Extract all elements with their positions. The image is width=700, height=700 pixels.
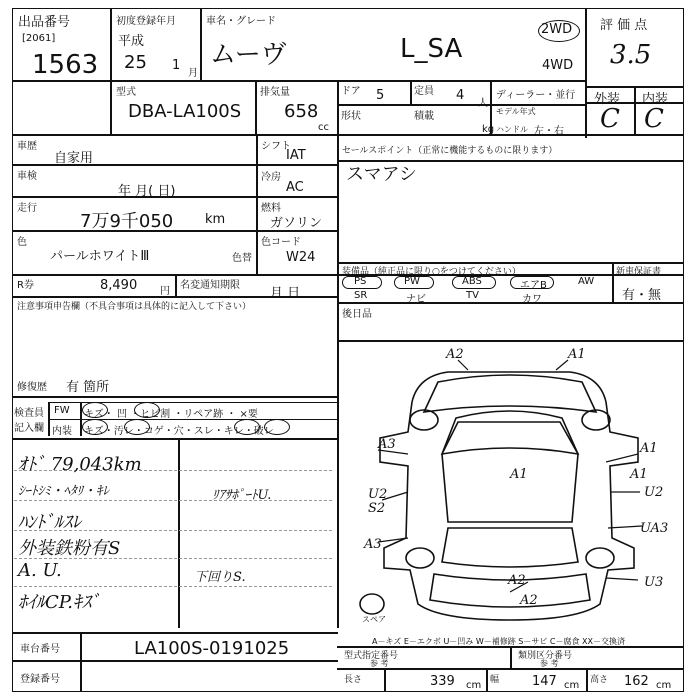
handle-label: ハンドル bbox=[496, 125, 528, 134]
equip-navi: ナビ bbox=[406, 294, 426, 305]
equipment-grid bbox=[342, 276, 610, 305]
reg-year: 25 bbox=[124, 52, 147, 73]
ac: AC bbox=[286, 180, 304, 195]
doors: 5 bbox=[376, 88, 385, 103]
wheel-rear-right bbox=[586, 548, 614, 568]
type-designation-ref: 参 考 bbox=[370, 659, 389, 668]
lot-label: 出品番号 bbox=[18, 15, 71, 30]
car-diagram bbox=[338, 342, 684, 628]
repair-label: 修復歴 bbox=[17, 382, 47, 393]
class-ref: 参 考 bbox=[540, 659, 559, 668]
dmg-mark: UA3 bbox=[640, 521, 669, 536]
inspector-label: 検査員記入欄 bbox=[14, 408, 44, 434]
reg-label: 登録番号 bbox=[20, 674, 60, 685]
color-code-label: 色コード bbox=[261, 237, 301, 248]
dmg-mark: U3 bbox=[644, 575, 664, 590]
fw-items: キズ・ 凹 ・ヒビ割 ・リペア跡 ・ ×要 bbox=[84, 409, 258, 420]
int-circle-wear bbox=[234, 419, 260, 435]
wheel-front-right bbox=[582, 410, 610, 430]
length-unit: cm bbox=[466, 680, 482, 691]
dmg-mark: A1 bbox=[630, 467, 648, 482]
km-unit: km bbox=[205, 212, 226, 227]
equip-airbag: エアB bbox=[520, 280, 547, 291]
dmg-mark: A1 bbox=[568, 347, 586, 362]
doors-label: ドア bbox=[341, 86, 361, 97]
model-year-label: モデル年式 bbox=[496, 107, 536, 116]
handle: 左・右 bbox=[534, 126, 564, 137]
equip-sr: SR bbox=[354, 290, 368, 301]
fw-circle-dent bbox=[134, 402, 160, 418]
recycle-label: R券 bbox=[17, 280, 34, 291]
color-change-label: 色替 bbox=[232, 253, 252, 264]
car-name: ムーヴ bbox=[210, 40, 287, 70]
vin-label: 車台番号 bbox=[20, 644, 60, 655]
mileage: 7万9千050 bbox=[80, 211, 174, 232]
dmg-mark: A1 bbox=[510, 467, 528, 482]
exterior-grade: C bbox=[600, 104, 620, 134]
score: 3.5 bbox=[610, 40, 652, 70]
car-name-label: 車名・グレード bbox=[206, 16, 276, 27]
remark-wheel: ﾎｲﾙCP.ｷｽﾞ bbox=[18, 592, 100, 613]
kg-unit: kg bbox=[482, 124, 495, 135]
history-label: 車歴 bbox=[17, 141, 37, 152]
ac-label: 冷房 bbox=[261, 172, 281, 183]
height: 162 bbox=[624, 674, 649, 689]
dmg-mark: A2 bbox=[520, 593, 538, 608]
remark-under: 下回りS. bbox=[194, 570, 246, 585]
equip-pw: PW bbox=[404, 276, 420, 287]
remark-rear-support: ﾘｱｻﾎﾟｰﾄU. bbox=[212, 488, 272, 503]
color: パールホワイトⅢ bbox=[50, 249, 150, 264]
wheel-front-left bbox=[410, 410, 438, 430]
load-label: 積載 bbox=[414, 111, 434, 122]
drive-2wd: 2WD bbox=[541, 22, 573, 37]
reg-month-unit: 月 bbox=[188, 68, 198, 79]
model: DBA-LA100S bbox=[128, 101, 242, 122]
interior-grade: C bbox=[644, 104, 664, 134]
repair: 有 箇所 bbox=[66, 380, 110, 395]
dmg-mark: U2 bbox=[644, 485, 664, 500]
class-label: 類別区分番号 bbox=[518, 651, 573, 661]
sales: スマアシ bbox=[346, 164, 417, 185]
type-designation-label: 型式指定番号 bbox=[344, 651, 399, 661]
spare-wheel bbox=[360, 594, 384, 614]
fuel-label: 燃料 bbox=[261, 203, 281, 214]
era: 平成 bbox=[118, 34, 145, 49]
capacity-label: 定員 bbox=[414, 86, 434, 97]
int-label: 内装 bbox=[52, 426, 72, 437]
lot-code: [2061] bbox=[22, 33, 56, 44]
fw-circle-scratch bbox=[82, 402, 108, 418]
int-circle-scratch bbox=[82, 419, 108, 435]
car-rear-window bbox=[442, 528, 578, 567]
dealer-label: ディーラー・並行 bbox=[496, 90, 576, 101]
score-label: 評 価 点 bbox=[600, 18, 648, 33]
remark-odo: ｵﾄﾞ 79,043km bbox=[18, 454, 142, 475]
inspection-label: 車検 bbox=[17, 171, 37, 182]
car-hood bbox=[424, 375, 596, 412]
first-reg-label: 初度登録年月 bbox=[116, 16, 176, 27]
remark-handle: ﾊﾝﾄﾞﾙｽﾚ bbox=[18, 512, 81, 533]
damage-legend: A－キズ E－エクボ U－凹み W－補修跡 S－サビ C－腐食 XX－交換済 bbox=[372, 637, 626, 646]
displacement-label: 排気量 bbox=[260, 87, 290, 98]
inspection: 年 月( 日) bbox=[118, 184, 176, 199]
capacity: 4 bbox=[456, 88, 465, 103]
height-unit: cm bbox=[656, 680, 672, 691]
equip-leather: カワ bbox=[522, 294, 542, 305]
width-unit: cm bbox=[564, 680, 580, 691]
length-label: 長さ bbox=[344, 675, 363, 685]
capacity-unit: 人 bbox=[478, 98, 488, 109]
equip-tv: TV bbox=[466, 290, 479, 301]
color-label: 色 bbox=[17, 237, 27, 248]
car-windshield bbox=[442, 411, 578, 454]
name-change-label: 名変通知期限 bbox=[180, 280, 240, 291]
drive-4wd: 4WD bbox=[542, 58, 574, 73]
new-car-label: 新車保証書 bbox=[616, 267, 662, 277]
vin: LA100S-0191025 bbox=[134, 638, 290, 659]
color-code: W24 bbox=[286, 250, 316, 265]
after-label: 後日品 bbox=[342, 309, 372, 320]
dmg-mark: A3 bbox=[378, 437, 396, 452]
width: 147 bbox=[532, 674, 557, 689]
recycle: 8,490 bbox=[100, 278, 138, 293]
sales-label: セールスポイント（正常に機能するものに限ります） bbox=[342, 146, 558, 156]
shift: IAT bbox=[286, 148, 306, 163]
dmg-mark: A1 bbox=[640, 441, 658, 456]
dmg-mark: A2 bbox=[446, 347, 464, 362]
equip-ps: PS bbox=[354, 276, 367, 287]
height-label: 高さ bbox=[590, 675, 609, 685]
history: 自家用 bbox=[54, 151, 94, 166]
remark-au: A. U. bbox=[18, 560, 62, 581]
remark-iron: 外装鉄粉有S bbox=[18, 538, 121, 559]
grade: L_SA bbox=[400, 34, 463, 64]
dmg-mark: A2 bbox=[508, 573, 526, 588]
cc-unit: cc bbox=[318, 122, 329, 133]
name-change: 月 日 bbox=[270, 286, 301, 301]
wheel-rear-left bbox=[406, 548, 434, 568]
width-label: 幅 bbox=[490, 675, 500, 685]
notes-label: 注意事項申告欄（不具合事項は具体的に記入して下さい） bbox=[17, 302, 252, 312]
dmg-mark: S2 bbox=[368, 501, 386, 516]
remark-seat: ｼｰﾄｼﾐ・ﾍﾀﾘ・ｷﾚ bbox=[18, 484, 110, 499]
int-items: キズ・汚レ・コゲ・穴・スレ・キレ・破レ bbox=[84, 426, 274, 437]
model-label: 型式 bbox=[116, 87, 136, 98]
fuel: ガソリン bbox=[270, 216, 323, 231]
int-circle-cut bbox=[264, 419, 290, 435]
equipment-label: 装備品（純正品に限り○をつけてください） bbox=[342, 267, 521, 277]
dmg-mark: U2 bbox=[368, 487, 388, 502]
equip-aw: AW bbox=[578, 276, 595, 287]
interior-label: 内装 bbox=[642, 92, 669, 107]
mileage-label: 走行 bbox=[17, 203, 37, 214]
fw-label: FW bbox=[54, 405, 70, 416]
reg-month: 1 bbox=[172, 58, 181, 73]
dmg-mark: A3 bbox=[364, 537, 382, 552]
displacement: 658 bbox=[284, 101, 319, 122]
spare-label: スペア bbox=[362, 615, 386, 624]
shift-label: シフト bbox=[261, 141, 291, 152]
lot-number: 1563 bbox=[32, 50, 99, 80]
length: 339 bbox=[430, 674, 455, 689]
equip-abs: ABS bbox=[462, 276, 482, 287]
int-circle-stain bbox=[124, 419, 150, 435]
yen-unit: 円 bbox=[160, 286, 170, 297]
exterior-label: 外装 bbox=[594, 92, 621, 107]
shape-label: 形状 bbox=[341, 111, 361, 122]
new-car: 有・無 bbox=[622, 288, 662, 303]
